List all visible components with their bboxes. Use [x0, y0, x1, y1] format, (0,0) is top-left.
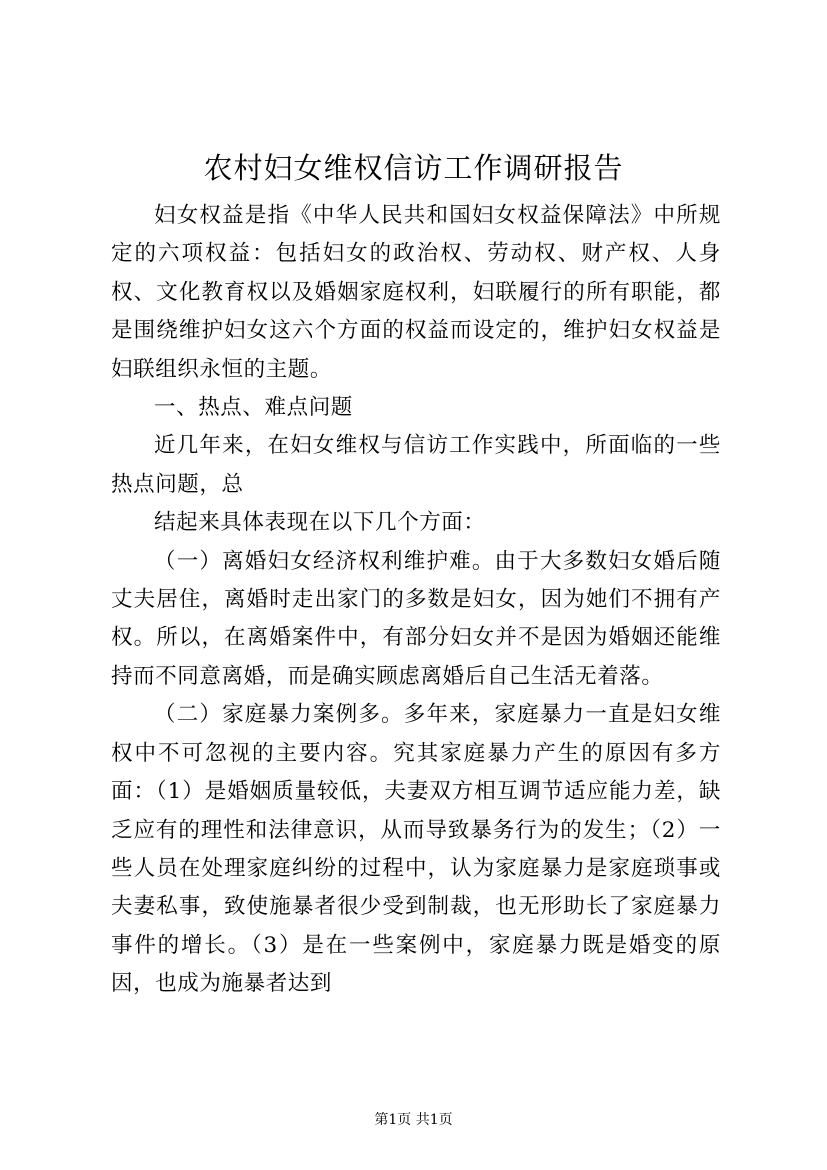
paragraph-divorce-rights: （一）离婚妇女经济权利维护难。由于大多数妇女婚后随丈夫居住，离婚时走出家门的多数是妇女，因为她们不拥有产权。所以，在离婚案件中，有部分妇女并不是因为婚姻还能维持而不同意离婚，而是确实顾虑离婚后自己生活无着落。: [111, 548, 721, 689]
paragraph-recent-years: 近几年来，在妇女维权与信访工作实践中，所面临的一些热点问题，总: [111, 433, 721, 497]
paragraph-domestic-violence: （二）家庭暴力案例多。多年来，家庭暴力一直是妇女维权中不可忽视的主要内容。究其家庭暴力产生的原因有多方面：（1）是婚姻质量较低，夫妻双方相互调节适应能力差，缺乏应有的理性和法律意识，从而导致暴务行为的发生；（2）一些人员在处理家庭纠纷的过程中，认为家庭暴力是家庭琐事或夫妻私事，致使施暴者很少受到制裁，也无形助长了家庭暴力事件的增长。（3）是在一些案例中，家庭暴力既是婚变的原因，也成为施暴者达到: [111, 702, 721, 997]
paragraph-intro: 妇女权益是指《中华人民共和国妇女权益保障法》中所规定的六项权益：包括妇女的政治权、劳动权、财产权、人身权、文化教育权以及婚姻家庭权利，妇联履行的所有职能，都是围绕维护妇女这六个方面的权益而设定的，维护妇女权益是妇联组织永恒的主题。: [111, 203, 721, 382]
document-body: [111, 197, 721, 1004]
page-footer: 第1页 共1页: [374, 1112, 453, 1128]
section-heading-hotspots: 一、热点、难点问题: [154, 395, 353, 421]
document-title: 农村妇女维权信访工作调研报告: [203, 151, 624, 185]
paragraph-summary: 结起来具体表现在以下几个方面：: [154, 510, 486, 536]
